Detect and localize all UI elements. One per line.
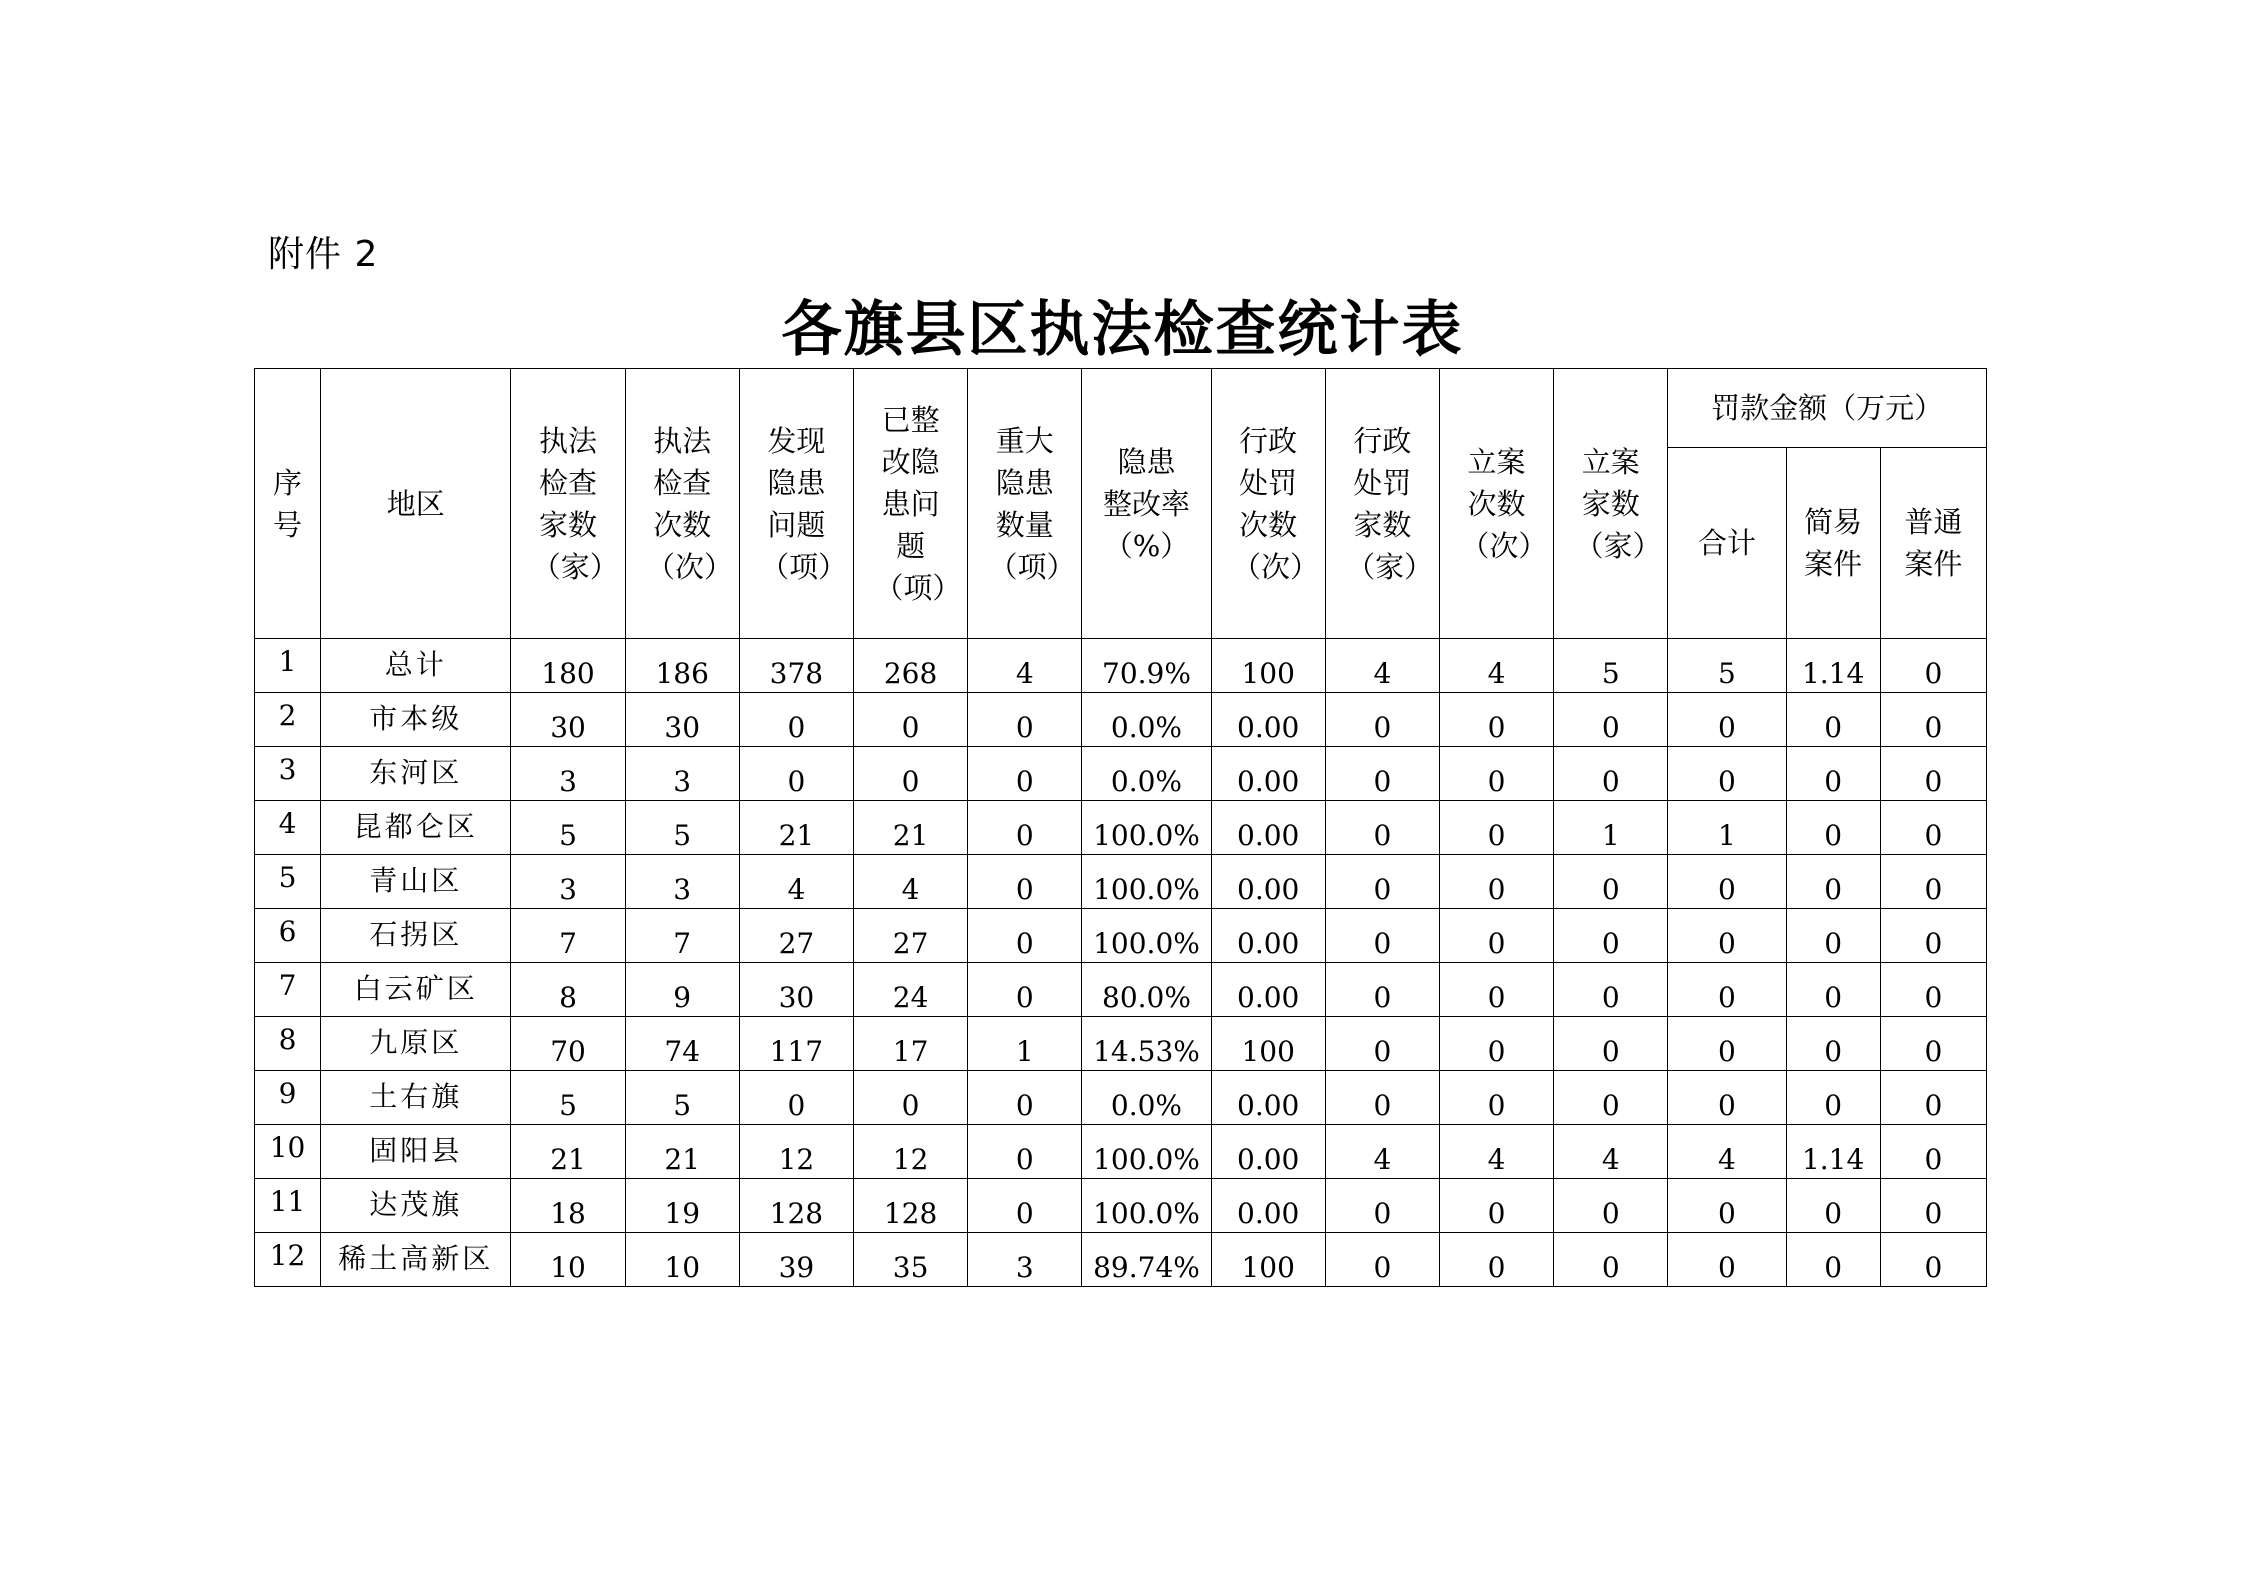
cell-cases-enterprises: 0 [1554, 1233, 1668, 1287]
cell-cases-count: 0 [1439, 963, 1553, 1017]
cell-admin-penalty-enterprises: 0 [1325, 801, 1439, 855]
cell-cases-count: 0 [1439, 1071, 1553, 1125]
cell-fines-regular: 0 [1880, 1017, 1986, 1071]
row-region: 青山区 [321, 855, 511, 909]
cell-inspection-count: 3 [625, 855, 739, 909]
row-region: 白云矿区 [321, 963, 511, 1017]
table-row [255, 909, 1987, 963]
col-header-fines-group: 罚款金额（万元） [1668, 369, 1987, 448]
table-header [255, 369, 1987, 639]
cell-cases-count: 0 [1439, 909, 1553, 963]
cell-cases-enterprises: 0 [1554, 855, 1668, 909]
page-title: 各旗县区执法检查统计表 [781, 295, 1464, 365]
cell-admin-penalty-count: 0.00 [1211, 909, 1325, 963]
cell-fines-total: 0 [1668, 1071, 1786, 1125]
cell-cases-count: 0 [1439, 1017, 1553, 1071]
col-header-fines-regular: 普通 案件 [1880, 448, 1986, 639]
row-index: 1 [255, 639, 321, 693]
cell-fines-total: 1 [1668, 801, 1786, 855]
col-header-cases-count: 立案 次数 （次） [1439, 369, 1553, 639]
attachment-label: 附件 2 [268, 234, 379, 275]
cell-rectification-rate: 100.0% [1082, 801, 1211, 855]
table-row [255, 639, 1987, 693]
cell-admin-penalty-count: 100 [1211, 1017, 1325, 1071]
cell-hazards-found: 27 [739, 909, 853, 963]
cell-hazards-fixed: 12 [854, 1125, 968, 1179]
cell-hazards-found: 0 [739, 693, 853, 747]
cell-admin-penalty-enterprises: 0 [1325, 963, 1439, 1017]
cell-admin-penalty-enterprises: 0 [1325, 1233, 1439, 1287]
cell-cases-enterprises: 0 [1554, 747, 1668, 801]
cell-admin-penalty-count: 0.00 [1211, 801, 1325, 855]
row-region: 达茂旗 [321, 1179, 511, 1233]
cell-hazards-found: 30 [739, 963, 853, 1017]
cell-inspected-enterprises: 7 [511, 909, 625, 963]
table-row [255, 693, 1987, 747]
cell-inspection-count: 74 [625, 1017, 739, 1071]
cell-cases-enterprises: 5 [1554, 639, 1668, 693]
cell-fines-simple: 1.14 [1786, 639, 1880, 693]
col-header-region: 地区 [321, 369, 511, 639]
row-index: 3 [255, 747, 321, 801]
cell-cases-count: 0 [1439, 801, 1553, 855]
table-row [255, 801, 1987, 855]
cell-major-hazards: 0 [968, 1179, 1082, 1233]
cell-rectification-rate: 80.0% [1082, 963, 1211, 1017]
cell-hazards-fixed: 0 [854, 693, 968, 747]
cell-rectification-rate: 100.0% [1082, 909, 1211, 963]
cell-hazards-fixed: 17 [854, 1017, 968, 1071]
cell-admin-penalty-enterprises: 0 [1325, 1179, 1439, 1233]
cell-inspection-count: 186 [625, 639, 739, 693]
cell-hazards-fixed: 21 [854, 801, 968, 855]
row-region: 总计 [321, 639, 511, 693]
cell-rectification-rate: 0.0% [1082, 693, 1211, 747]
cell-fines-regular: 0 [1880, 693, 1986, 747]
cell-fines-regular: 0 [1880, 747, 1986, 801]
row-region: 石拐区 [321, 909, 511, 963]
cell-admin-penalty-enterprises: 0 [1325, 1071, 1439, 1125]
cell-hazards-fixed: 24 [854, 963, 968, 1017]
cell-admin-penalty-enterprises: 0 [1325, 1017, 1439, 1071]
cell-cases-count: 4 [1439, 1125, 1553, 1179]
cell-admin-penalty-count: 0.00 [1211, 963, 1325, 1017]
cell-hazards-found: 378 [739, 639, 853, 693]
cell-major-hazards: 0 [968, 963, 1082, 1017]
cell-cases-enterprises: 0 [1554, 693, 1668, 747]
cell-hazards-found: 117 [739, 1017, 853, 1071]
cell-fines-total: 5 [1668, 639, 1786, 693]
cell-inspected-enterprises: 5 [511, 1071, 625, 1125]
cell-hazards-found: 12 [739, 1125, 853, 1179]
row-region: 昆都仑区 [321, 801, 511, 855]
table-row [255, 1017, 1987, 1071]
cell-inspection-count: 21 [625, 1125, 739, 1179]
cell-admin-penalty-enterprises: 4 [1325, 639, 1439, 693]
cell-inspection-count: 19 [625, 1179, 739, 1233]
col-header-inspected-enterprises: 执法 检查 家数 （家） [511, 369, 625, 639]
cell-fines-total: 0 [1668, 747, 1786, 801]
cell-fines-simple: 0 [1786, 1179, 1880, 1233]
cell-inspected-enterprises: 10 [511, 1233, 625, 1287]
cell-hazards-found: 4 [739, 855, 853, 909]
cell-admin-penalty-count: 0.00 [1211, 1071, 1325, 1125]
cell-fines-simple: 0 [1786, 1233, 1880, 1287]
cell-rectification-rate: 100.0% [1082, 1125, 1211, 1179]
col-header-inspection-count: 执法 检查 次数 （次） [625, 369, 739, 639]
cell-cases-count: 0 [1439, 855, 1553, 909]
cell-cases-enterprises: 4 [1554, 1125, 1668, 1179]
cell-inspected-enterprises: 3 [511, 855, 625, 909]
cell-cases-count: 0 [1439, 1233, 1553, 1287]
cell-cases-enterprises: 0 [1554, 1071, 1668, 1125]
row-index: 5 [255, 855, 321, 909]
row-index: 4 [255, 801, 321, 855]
cell-inspected-enterprises: 180 [511, 639, 625, 693]
table-row [255, 1179, 1987, 1233]
cell-fines-regular: 0 [1880, 909, 1986, 963]
cell-rectification-rate: 0.0% [1082, 1071, 1211, 1125]
statistics-table [254, 368, 1987, 1287]
row-region: 固阳县 [321, 1125, 511, 1179]
cell-inspected-enterprises: 30 [511, 693, 625, 747]
cell-cases-enterprises: 0 [1554, 963, 1668, 1017]
row-index: 11 [255, 1179, 321, 1233]
cell-rectification-rate: 100.0% [1082, 855, 1211, 909]
cell-major-hazards: 4 [968, 639, 1082, 693]
cell-fines-simple: 0 [1786, 909, 1880, 963]
cell-inspection-count: 7 [625, 909, 739, 963]
cell-fines-total: 0 [1668, 1017, 1786, 1071]
cell-fines-simple: 0 [1786, 1017, 1880, 1071]
table-row [255, 855, 1987, 909]
row-region: 九原区 [321, 1017, 511, 1071]
table-row [255, 1233, 1987, 1287]
col-header-hazards-fixed: 已整 改隐 患问 题 （项） [854, 369, 968, 639]
cell-rectification-rate: 14.53% [1082, 1017, 1211, 1071]
row-region: 市本级 [321, 693, 511, 747]
col-header-rectification-rate: 隐患 整改率 （%） [1082, 369, 1211, 639]
cell-admin-penalty-count: 100 [1211, 639, 1325, 693]
cell-fines-regular: 0 [1880, 963, 1986, 1017]
cell-admin-penalty-count: 0.00 [1211, 1179, 1325, 1233]
cell-inspection-count: 3 [625, 747, 739, 801]
cell-major-hazards: 0 [968, 1071, 1082, 1125]
cell-hazards-fixed: 128 [854, 1179, 968, 1233]
cell-fines-total: 0 [1668, 963, 1786, 1017]
cell-hazards-found: 0 [739, 747, 853, 801]
cell-fines-regular: 0 [1880, 1233, 1986, 1287]
row-index: 6 [255, 909, 321, 963]
cell-admin-penalty-enterprises: 0 [1325, 855, 1439, 909]
cell-major-hazards: 0 [968, 693, 1082, 747]
cell-hazards-found: 128 [739, 1179, 853, 1233]
row-region: 稀土高新区 [321, 1233, 511, 1287]
cell-inspection-count: 5 [625, 1071, 739, 1125]
cell-rectification-rate: 100.0% [1082, 1179, 1211, 1233]
cell-hazards-fixed: 4 [854, 855, 968, 909]
cell-hazards-found: 21 [739, 801, 853, 855]
row-index: 2 [255, 693, 321, 747]
cell-fines-simple: 0 [1786, 801, 1880, 855]
row-index: 7 [255, 963, 321, 1017]
cell-hazards-fixed: 0 [854, 1071, 968, 1125]
col-header-major-hazards: 重大 隐患 数量 （项） [968, 369, 1082, 639]
cell-fines-regular: 0 [1880, 855, 1986, 909]
cell-major-hazards: 1 [968, 1017, 1082, 1071]
cell-fines-total: 0 [1668, 1233, 1786, 1287]
cell-inspection-count: 5 [625, 801, 739, 855]
cell-cases-enterprises: 1 [1554, 801, 1668, 855]
cell-admin-penalty-enterprises: 4 [1325, 1125, 1439, 1179]
cell-cases-count: 4 [1439, 639, 1553, 693]
cell-inspected-enterprises: 8 [511, 963, 625, 1017]
row-region: 东河区 [321, 747, 511, 801]
cell-hazards-found: 0 [739, 1071, 853, 1125]
cell-fines-regular: 0 [1880, 1179, 1986, 1233]
cell-admin-penalty-count: 0.00 [1211, 693, 1325, 747]
cell-fines-total: 4 [1668, 1125, 1786, 1179]
col-header-fines-simple: 简易 案件 [1786, 448, 1880, 639]
cell-major-hazards: 0 [968, 1125, 1082, 1179]
cell-admin-penalty-enterprises: 0 [1325, 909, 1439, 963]
cell-cases-enterprises: 0 [1554, 1179, 1668, 1233]
row-index: 8 [255, 1017, 321, 1071]
cell-inspection-count: 30 [625, 693, 739, 747]
table-row [255, 1071, 1987, 1125]
cell-rectification-rate: 70.9% [1082, 639, 1211, 693]
cell-fines-regular: 0 [1880, 1125, 1986, 1179]
cell-fines-regular: 0 [1880, 639, 1986, 693]
col-header-admin-penalty-count: 行政 处罚 次数 （次） [1211, 369, 1325, 639]
cell-hazards-fixed: 27 [854, 909, 968, 963]
cell-inspected-enterprises: 3 [511, 747, 625, 801]
col-header-fines-total: 合计 [1668, 448, 1786, 639]
row-index: 10 [255, 1125, 321, 1179]
row-region: 土右旗 [321, 1071, 511, 1125]
cell-inspection-count: 10 [625, 1233, 739, 1287]
row-index: 9 [255, 1071, 321, 1125]
cell-admin-penalty-count: 0.00 [1211, 1125, 1325, 1179]
cell-fines-simple: 0 [1786, 1071, 1880, 1125]
table-row [255, 747, 1987, 801]
table-row [255, 963, 1987, 1017]
cell-fines-total: 0 [1668, 855, 1786, 909]
cell-cases-count: 0 [1439, 747, 1553, 801]
cell-admin-penalty-enterprises: 0 [1325, 693, 1439, 747]
cell-fines-simple: 0 [1786, 693, 1880, 747]
cell-rectification-rate: 0.0% [1082, 747, 1211, 801]
cell-hazards-found: 39 [739, 1233, 853, 1287]
cell-major-hazards: 0 [968, 801, 1082, 855]
row-index: 12 [255, 1233, 321, 1287]
cell-major-hazards: 0 [968, 909, 1082, 963]
cell-fines-simple: 1.14 [1786, 1125, 1880, 1179]
cell-hazards-fixed: 268 [854, 639, 968, 693]
cell-cases-enterprises: 0 [1554, 1017, 1668, 1071]
cell-fines-total: 0 [1668, 693, 1786, 747]
header-row-1 [255, 369, 1987, 448]
cell-admin-penalty-count: 0.00 [1211, 855, 1325, 909]
cell-inspected-enterprises: 5 [511, 801, 625, 855]
cell-cases-enterprises: 0 [1554, 909, 1668, 963]
cell-inspected-enterprises: 18 [511, 1179, 625, 1233]
cell-hazards-fixed: 35 [854, 1233, 968, 1287]
col-header-hazards-found: 发现 隐患 问题 （项） [739, 369, 853, 639]
cell-major-hazards: 0 [968, 747, 1082, 801]
cell-admin-penalty-count: 100 [1211, 1233, 1325, 1287]
cell-hazards-fixed: 0 [854, 747, 968, 801]
cell-fines-total: 0 [1668, 909, 1786, 963]
cell-fines-simple: 0 [1786, 963, 1880, 1017]
cell-admin-penalty-count: 0.00 [1211, 747, 1325, 801]
col-header-index: 序 号 [255, 369, 321, 639]
table-body [255, 639, 1987, 1287]
cell-cases-count: 0 [1439, 1179, 1553, 1233]
cell-fines-regular: 0 [1880, 801, 1986, 855]
cell-inspection-count: 9 [625, 963, 739, 1017]
cell-fines-simple: 0 [1786, 855, 1880, 909]
cell-major-hazards: 3 [968, 1233, 1082, 1287]
cell-inspected-enterprises: 70 [511, 1017, 625, 1071]
cell-fines-total: 0 [1668, 1179, 1786, 1233]
cell-fines-simple: 0 [1786, 747, 1880, 801]
cell-inspected-enterprises: 21 [511, 1125, 625, 1179]
cell-fines-regular: 0 [1880, 1071, 1986, 1125]
col-header-cases-enterprises: 立案 家数 （家） [1554, 369, 1668, 639]
col-header-admin-penalty-enterprises: 行政 处罚 家数 （家） [1325, 369, 1439, 639]
cell-cases-count: 0 [1439, 693, 1553, 747]
cell-major-hazards: 0 [968, 855, 1082, 909]
table-row [255, 1125, 1987, 1179]
cell-admin-penalty-enterprises: 0 [1325, 747, 1439, 801]
cell-rectification-rate: 89.74% [1082, 1233, 1211, 1287]
